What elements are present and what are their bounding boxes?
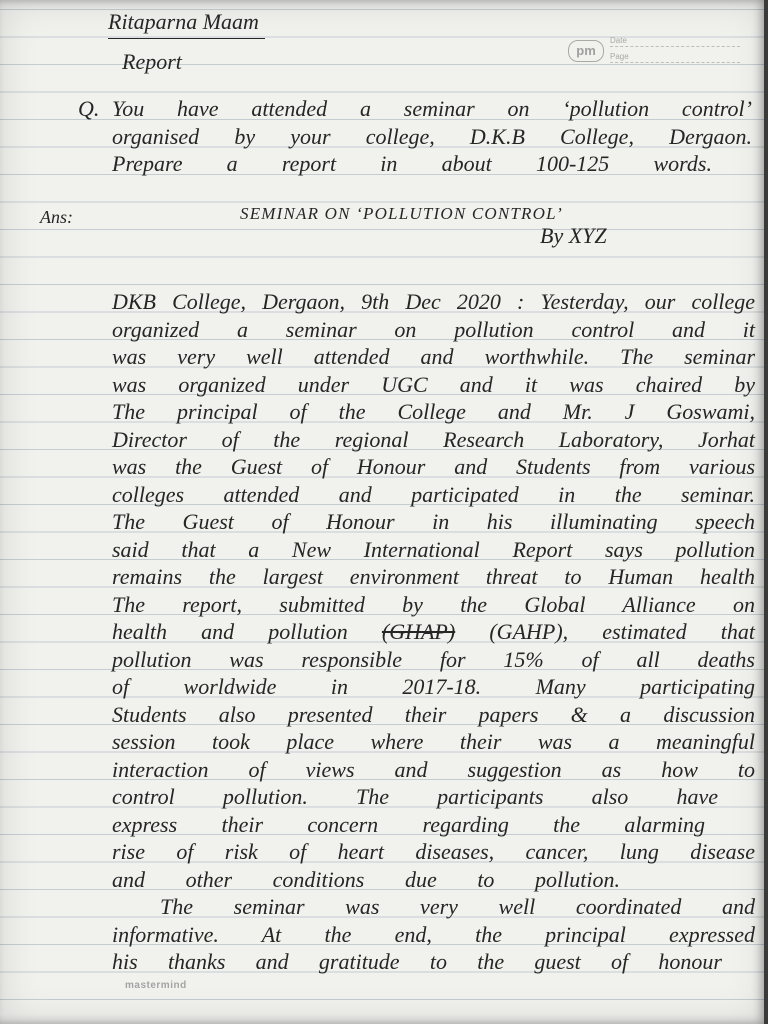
body-line: express their concern regarding the alarming bbox=[112, 811, 705, 837]
question-line: You have attended a seminar on ‘pollution control’ bbox=[112, 96, 752, 121]
body-line: The report, submitted by the Global Alliance on bbox=[112, 591, 755, 617]
question-text bbox=[112, 95, 752, 178]
body-line: of worldwide in 2017-18. Many participating bbox=[112, 674, 755, 699]
report-title: Report bbox=[122, 49, 182, 74]
body-line: was the Guest of Honour and Students from various bbox=[112, 454, 755, 479]
body-line: The principal of the College and Mr. J Goswami, bbox=[112, 399, 755, 424]
body-line: pollution was responsible for 15% of all deaths bbox=[112, 646, 755, 672]
question-line: Prepare a report in about 100-125 words. bbox=[112, 151, 712, 176]
body-line-indented: The seminar was very well coordinated and bbox=[160, 894, 755, 919]
teacher-name: Ritaparna Maam bbox=[108, 8, 265, 39]
notebook-brand-logo: mastermind bbox=[125, 980, 187, 991]
body-line: was very well attended and worthwhile. The seminar bbox=[112, 344, 755, 369]
body-line: interaction of views and suggestion as how to bbox=[112, 756, 755, 782]
body-line: said that a New International Report says pollution bbox=[112, 536, 755, 562]
body-line: DKB College, Dergaon, 9th Dec 2020 : Yesterday, our college bbox=[112, 289, 755, 314]
body-line: The Guest of Honour in his illuminating speech bbox=[112, 509, 755, 534]
body-line: informative. At the end, the principal expressed bbox=[112, 921, 755, 947]
report-byline: By XYZ bbox=[540, 223, 607, 248]
crossed-out-text: (GHAP) bbox=[381, 619, 456, 644]
body-line: colleges attended and participated in the seminar. bbox=[112, 481, 755, 507]
body-line: Director of the regional Research Laboratory, Jorhat bbox=[112, 426, 755, 452]
answer-marker: Ans: bbox=[40, 207, 73, 227]
body-line: was organized under UGC and it was chaired by bbox=[112, 371, 755, 397]
report-body bbox=[112, 288, 755, 976]
body-line: session took place where their was a meaningful bbox=[112, 729, 755, 754]
body-line: control pollution. The participants also have bbox=[112, 784, 718, 809]
body-line: rise of risk of heart diseases, cancer, lung disease bbox=[112, 839, 755, 864]
notebook-logo: pm bbox=[568, 40, 604, 62]
body-line: remains the largest environment threat to Human health bbox=[112, 564, 755, 589]
body-line-with-correction bbox=[112, 618, 755, 646]
body-line: his thanks and gratitude to the guest of honour bbox=[112, 949, 722, 974]
date-field-label: Date bbox=[610, 36, 740, 47]
body-line: organized a seminar on pollution control and it bbox=[112, 316, 755, 342]
body-line-part: health and pollution bbox=[112, 619, 348, 644]
page-field-label: Page bbox=[610, 52, 740, 63]
report-heading: SEMINAR ON ‘POLLUTION CONTROL’ bbox=[240, 204, 563, 223]
body-line: Students also presented their papers & a discussion bbox=[112, 701, 755, 727]
body-line-part: (GAHP), estimated that bbox=[489, 619, 755, 644]
question-line: organised by your college, D.K.B College, Dergaon. bbox=[112, 123, 752, 149]
question-marker: Q. bbox=[78, 96, 100, 121]
body-line: and other conditions due to pollution. bbox=[112, 866, 620, 892]
